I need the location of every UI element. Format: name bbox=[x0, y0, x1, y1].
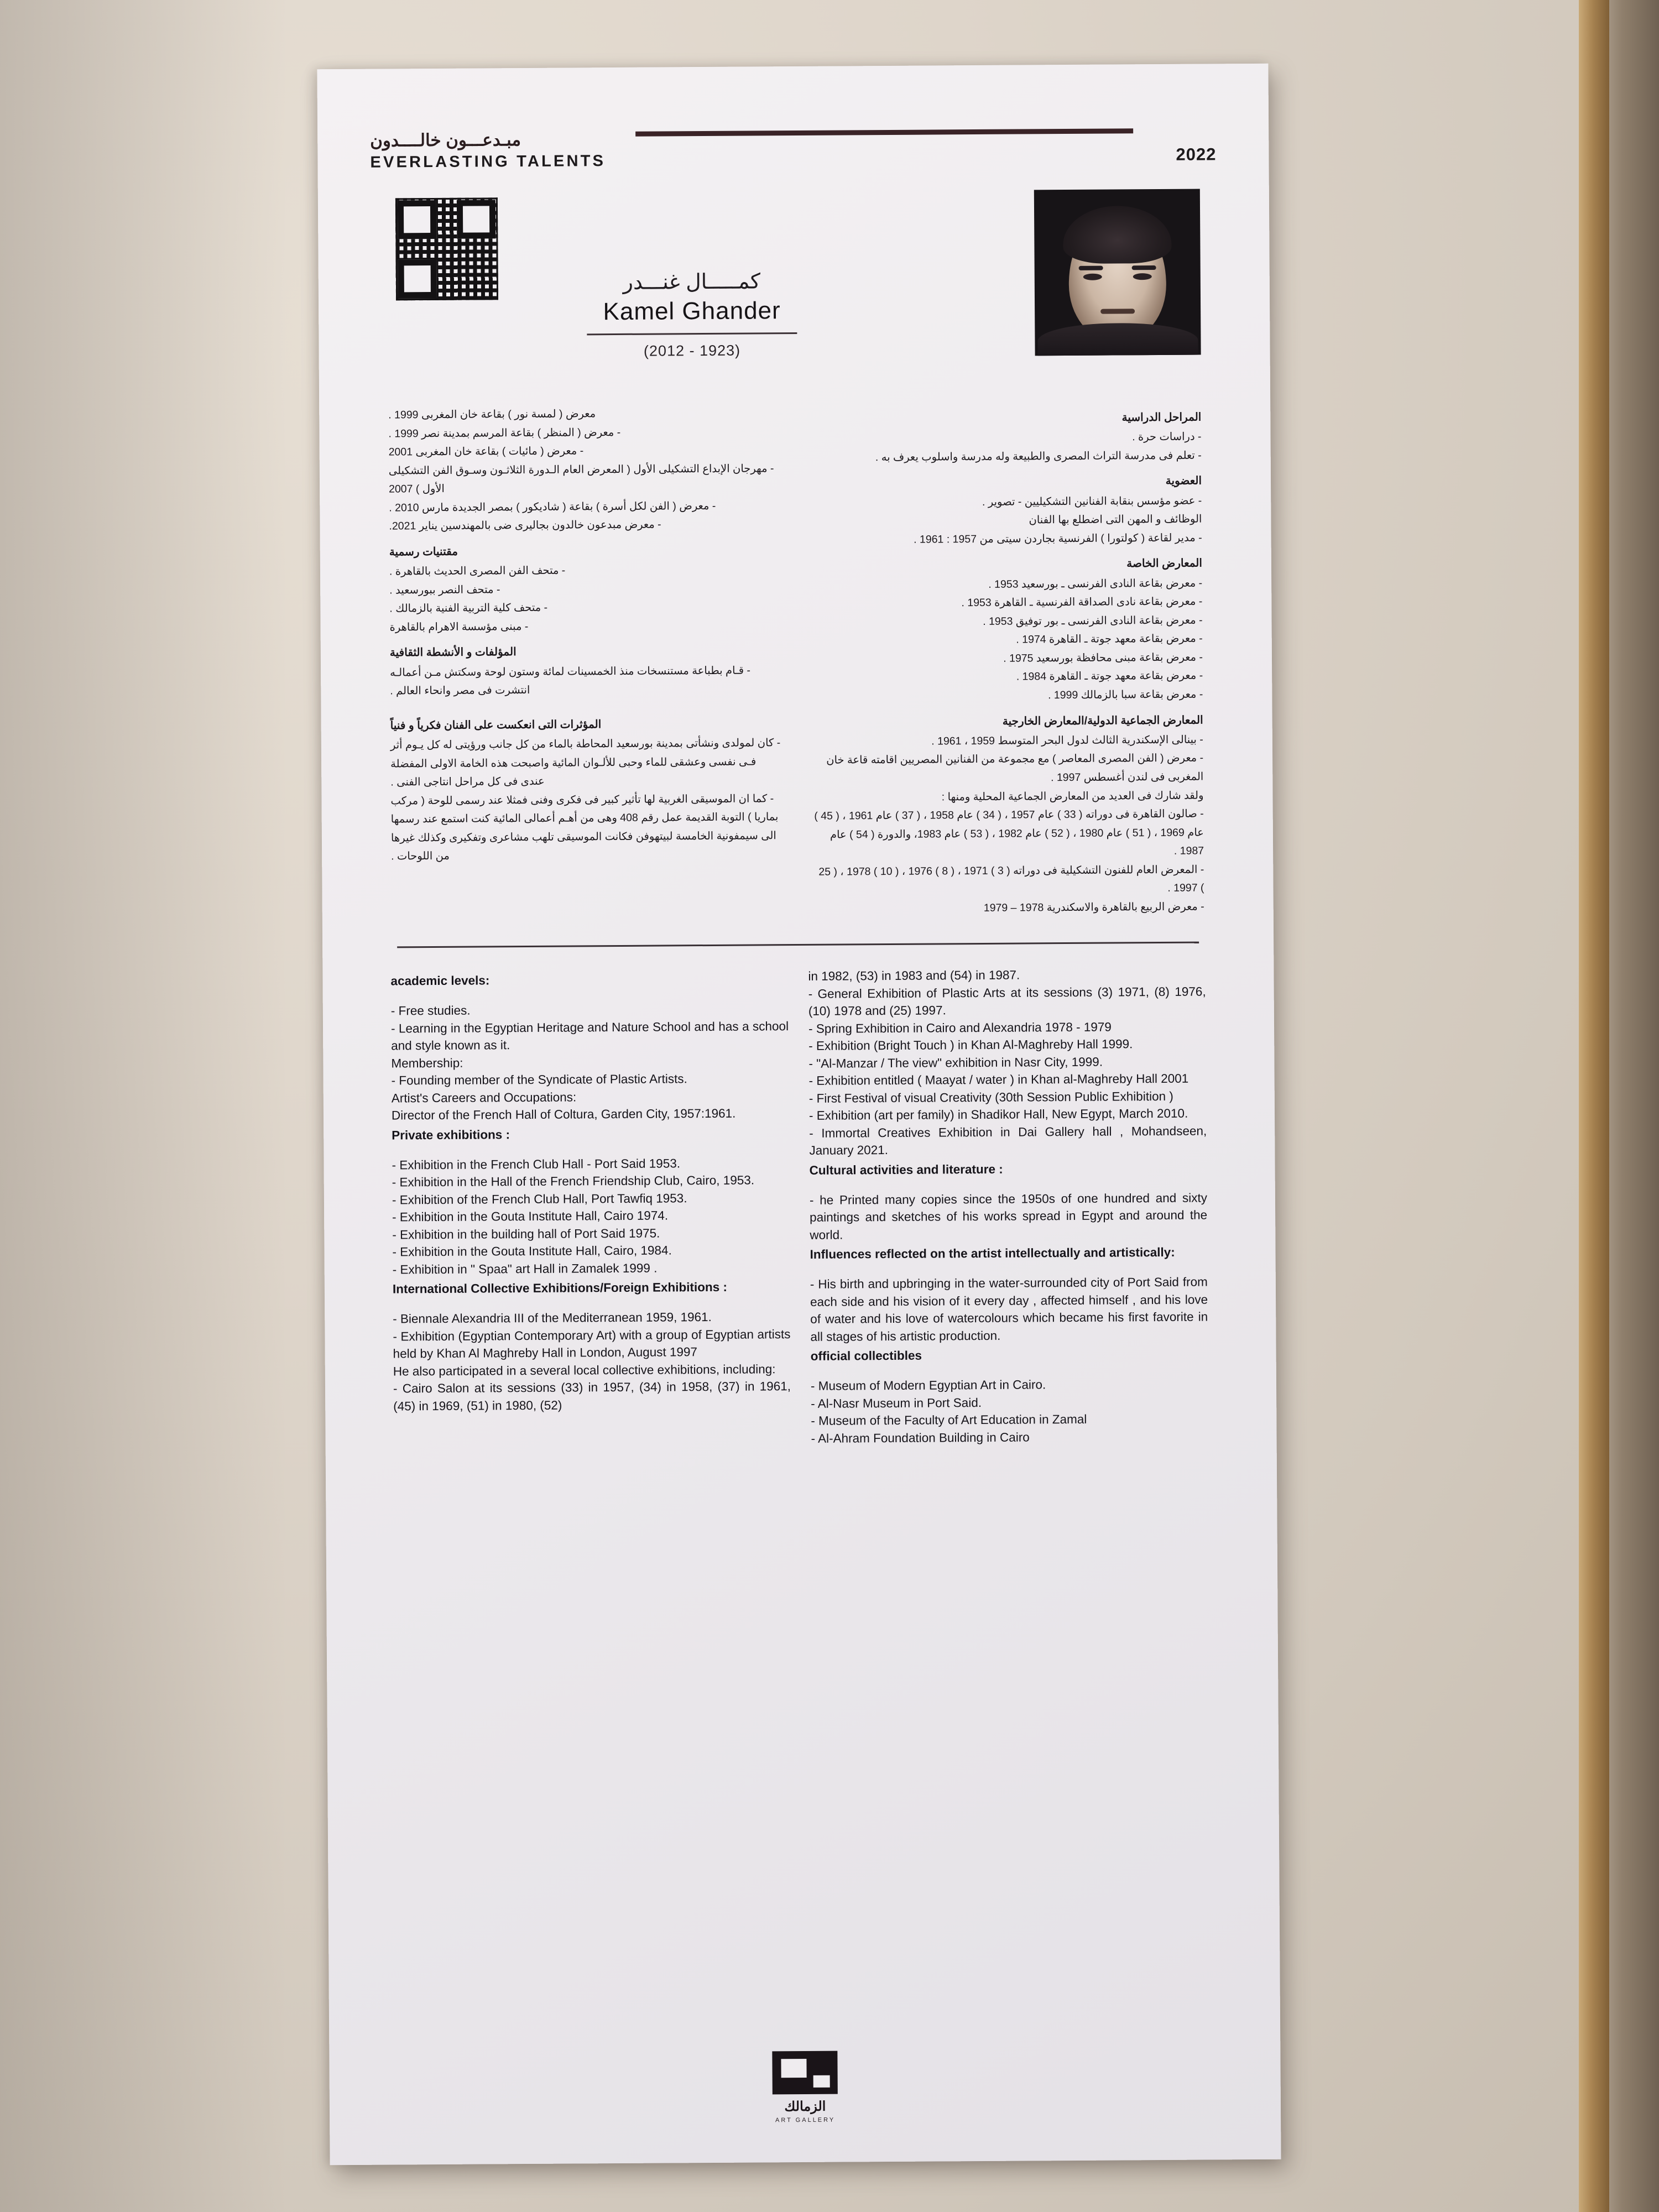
header-rule bbox=[635, 128, 1133, 136]
body-paragraph: Director of the French Hall of Coltura, Garden City, 1957:1961. bbox=[391, 1106, 736, 1123]
body-paragraph: - قـام بطباعة مستنسخات منذ الخمسينات لمائة وستون لوحة وسكتش مـن أعمالـه انتشرت فى مصر وانحاء العالم . bbox=[390, 664, 751, 697]
body-paragraph: - General Exhibition of Plastic Arts at its sessions (3) 1971, (8) 1976, (10) 1978 and (25) 1997. bbox=[808, 984, 1206, 1019]
body-paragraph: - Free studies. bbox=[390, 1003, 471, 1018]
arabic-left-column bbox=[388, 404, 782, 921]
body-paragraph: معرض ( لمسة نور ) بقاعة خان المغربى 1999 . bbox=[388, 408, 596, 421]
body-paragraph: - Al-Ahram Foundation Building in Cairo bbox=[811, 1430, 1030, 1446]
body-paragraph: - First Festival of visual Creativity (30th Session Public Exhibition ) bbox=[808, 1089, 1173, 1105]
gallery-logo-arabic: الزمالك bbox=[784, 2099, 826, 2115]
english-left-column bbox=[390, 968, 791, 1449]
body-paragraph: He also participated in a several local collective exhibitions, including: bbox=[393, 1362, 776, 1379]
body-paragraph: - Exhibition in " Spaa" art Hall in Zamalek 1999 . bbox=[392, 1261, 658, 1277]
artist-life-dates: (2012 - 1923) bbox=[643, 342, 741, 359]
english-right-column bbox=[808, 966, 1208, 1447]
body-paragraph: - Exhibition in the building hall of Port Said 1975. bbox=[392, 1226, 660, 1242]
brand-block bbox=[370, 130, 630, 172]
arabic-right-column bbox=[811, 401, 1204, 919]
body-paragraph: - معرض بقاعة النادى الفرنسى ـ بورسعيد 1953 . bbox=[988, 577, 1203, 591]
body-paragraph: Artist's Careers and Occupations: bbox=[391, 1090, 577, 1105]
gallery-logo bbox=[733, 2051, 877, 2124]
wall-shadow bbox=[0, 0, 288, 2212]
body-paragraph: - تعلم فى مدرسة التراث المصرى والطبيعة وله مدرسة واسلوب يعرف به . bbox=[875, 449, 1202, 464]
body-paragraph: - His birth and upbringing in the water-surrounded city of Port Said from each side and his vision of it every day , affected himself , and his love of water and his love of watercolours which became his first favorite in all stages of his artistic production. bbox=[810, 1275, 1208, 1344]
body-paragraph: - مهرجان الإبداع التشكيلى الأول ( المعرض العام الـدورة الثلاثـون وسـوق الفن التشكيلى الأول ) 2007 bbox=[388, 462, 774, 495]
body-paragraph: - مبنى مؤسسة الاهرام بالقاهرة bbox=[389, 620, 529, 634]
body-paragraph: - معرض بقاعة معهد جوتة ـ القاهرة 1974 . bbox=[1016, 632, 1203, 646]
body-paragraph: - Exhibition in the Hall of the French Friendship Club, Cairo, 1953. bbox=[392, 1173, 755, 1190]
body-paragraph: - Al-Nasr Museum in Port Said. bbox=[811, 1395, 982, 1411]
body-paragraph: - متحف كلية التربية الفنية بالزمالك . bbox=[389, 601, 548, 615]
portrait-shoulders bbox=[1037, 323, 1198, 356]
body-paragraph: - مدير لقاعة ( كولتورا ) الفرنسية بجاردن سيتى من 1957 : 1961 . bbox=[914, 531, 1202, 546]
body-paragraph: - Exhibition (Bright Touch ) in Khan Al-Maghreby Hall 1999. bbox=[808, 1037, 1133, 1053]
body-paragraph: ولقد شارك فى العديد من المعارض الجماعية المحلية ومنها : bbox=[941, 789, 1204, 803]
gallery-logo-icon bbox=[772, 2051, 837, 2095]
body-paragraph: - Exhibition in the French Club Hall - Port Said 1953. bbox=[392, 1156, 681, 1172]
body-paragraph: - he Printed many copies since the 1950s of one hundred and sixty paintings and sketches of his works spread in Egypt and around the world. bbox=[809, 1191, 1208, 1242]
arabic-body bbox=[372, 401, 1221, 921]
section-heading: المراحل الدراسية bbox=[1121, 411, 1202, 424]
body-paragraph: - Immortal Creatives Exhibition in Dai Gallery hall , Mohandseen, January 2021. bbox=[809, 1124, 1207, 1158]
brand-title-arabic: مبـدعـــون خالــــدون bbox=[370, 129, 521, 150]
body-paragraph: - Museum of Modern Egyptian Art in Cairo. bbox=[810, 1378, 1046, 1394]
section-heading: العضوية bbox=[1165, 474, 1202, 488]
section-heading: المؤلفات و الأنشطة الثقافية bbox=[389, 646, 517, 659]
body-paragraph: - معرض ( الفن المصرى المعاصر ) مع مجموعة من الفنانين المصريين اقامته قاعة خان المغربى فى لندن أغسطس 1997 . bbox=[826, 752, 1204, 784]
body-paragraph: - متحف الفن المصرى الحديث بالقاهرة . bbox=[389, 564, 566, 578]
body-paragraph: - معرض ( الفن لكل أسرة ) بقاعة ( شاديكور ) بمصر الجديدة مارس 2010 . bbox=[389, 499, 716, 514]
body-paragraph: - كان لمولدى ونشأتى بمدينة بورسعيد المحاطة بالماء من كل جانب ورؤيتى له كل يـوم أثر فـى نفسى وعشقى للماء وحبى للألـوان المائية واصبحت هذه الخامة الاولى المفضلة عندى فى كل مراحل انتاجى الفنى . bbox=[390, 737, 781, 789]
body-paragraph: - Exhibition in the Gouta Institute Hall, Cairo 1974. bbox=[392, 1208, 669, 1224]
name-divider bbox=[587, 332, 797, 335]
body-paragraph: - عضو مؤسس بنقابة الفنانين التشكيليين - تصوير . bbox=[982, 494, 1202, 508]
brand-title-english: EVERLASTING TALENTS bbox=[370, 152, 606, 171]
section-heading: Cultural activities and literature : bbox=[809, 1162, 1003, 1177]
body-paragraph: - معرض مبدعون خالدون بجاليرى ضى بالمهندسين يناير 2021. bbox=[389, 518, 661, 533]
portrait-hair bbox=[1063, 206, 1172, 264]
artist-portrait bbox=[1034, 189, 1201, 356]
exhibition-poster bbox=[317, 64, 1281, 2165]
body-paragraph: - Founding member of the Syndicate of Plastic Artists. bbox=[391, 1072, 687, 1088]
section-heading: المعارض الخاصة bbox=[1126, 557, 1202, 570]
section-heading: المؤثرات التى انعكست على الفنان فكرياً و فنياً bbox=[390, 718, 602, 732]
body-paragraph: - كما ان الموسيقى الغربية لها تأثير كبير فى فكرى وفنى فمثلا عند رسمى للوحة ( مركب بماريا ) التوبة القديمة عمل رقم 408 وهى من أهـم أعمالى المائية كنت استمع عند رسمها الى سيمفونية الخامسة لبيتهوفن فكانت الموسيقى تلهب مشاعرى وتفكيرى وكذلك غيرها من اللوحات . bbox=[390, 792, 779, 863]
body-paragraph: - Museum of the Faculty of Art Education in Zamal bbox=[811, 1412, 1087, 1428]
body-paragraph: - Exhibition in the Gouta Institute Hall, Cairo, 1984. bbox=[392, 1243, 672, 1259]
artist-name-arabic: كمـــــال غنـــدر bbox=[623, 270, 761, 294]
body-paragraph: - معرض ( المنظر ) بقاعة المرسم بمدينة نصر 1999 . bbox=[388, 426, 621, 440]
body-paragraph: - معرض بقاعة نادى الصداقة الفرنسية ـ القاهرة 1953 . bbox=[961, 595, 1203, 609]
body-paragraph: - Spring Exhibition in Cairo and Alexandria 1978 - 1979 bbox=[808, 1020, 1112, 1036]
body-paragraph: - Learning in the Egyptian Heritage and Nature School and has a school and style known as it. bbox=[390, 1019, 789, 1053]
portrait-brow-right bbox=[1132, 265, 1156, 270]
body-paragraph: - Exhibition (art per family) in Shadikor Hall, New Egypt, March 2010. bbox=[808, 1106, 1188, 1123]
body-paragraph: - Exhibition entitled ( Maayat / water ) in Khan al-Maghreby Hall 2001 bbox=[808, 1071, 1189, 1088]
section-heading: academic levels: bbox=[390, 973, 490, 988]
section-heading: المعارض الجماعية الدولية/المعارض الخارجية bbox=[1002, 714, 1203, 728]
poster-header bbox=[370, 113, 1217, 171]
section-divider bbox=[397, 942, 1199, 948]
body-paragraph: - Cairo Salon at its sessions (33) in 1957, (34) in 1958, (37) in 1961, (45) in 1969, (51) in 1980, (52) bbox=[393, 1379, 791, 1413]
body-paragraph: - معرض الربيع بالقاهرة والاسكندرية 1978 – 1979 bbox=[983, 900, 1204, 914]
body-paragraph: - متحف النصر ببورسعيد . bbox=[389, 583, 500, 597]
body-paragraph: - بينالى الإسكندرية الثالث لدول البحر المتوسط 1959 ، 1961 . bbox=[931, 733, 1203, 748]
body-paragraph: - معرض بقاعة معهد جوتة ـ القاهرة 1984 . bbox=[1016, 670, 1203, 684]
body-paragraph: - معرض بقاعة سبا بالزمالك 1999 . bbox=[1047, 688, 1203, 702]
body-paragraph: - "Al-Manzar / The view" exhibition in Nasr City, 1999. bbox=[808, 1055, 1103, 1071]
body-paragraph: - معرض ( مائيات ) بقاعة خان المغربى 2001 bbox=[388, 445, 584, 458]
body-paragraph: - معرض بقاعة النادى الفرنسى ـ بور توفيق 1953 . bbox=[983, 614, 1203, 628]
body-paragraph: in 1982, (53) in 1983 and (54) in 1987. bbox=[808, 968, 1020, 984]
portrait-mouth bbox=[1100, 309, 1135, 314]
section-heading: Private exhibitions : bbox=[392, 1127, 510, 1142]
section-heading: Influences reflected on the artist intellectually and artistically: bbox=[810, 1245, 1175, 1262]
english-body bbox=[375, 966, 1224, 1450]
body-paragraph: - المعرض العام للفنون التشكيلية فى دوراته ( 3 ) 1971 ، ( 8 ) 1976 ، ( 10 ) 1978 ، ( 25 ) 1997 . bbox=[818, 863, 1204, 895]
section-heading: مقتنيات رسمية bbox=[389, 545, 458, 559]
section-heading: International Collective Exhibitions/Foreign Exhibitions : bbox=[392, 1280, 728, 1296]
identity-band bbox=[371, 189, 1218, 382]
portrait-brow-left bbox=[1079, 266, 1103, 270]
wooden-door-frame bbox=[1579, 0, 1609, 2212]
body-paragraph: - دراسات حرة . bbox=[1132, 430, 1202, 444]
poster-year: 2022 bbox=[1176, 144, 1217, 164]
body-paragraph: - Biennale Alexandria III of the Mediterranean 1959, 1961. bbox=[393, 1310, 712, 1326]
body-paragraph: - صالون القاهرة فى دوراته ( 33 ) عام 1957 ، ( 34 ) عام 1958 ، ( 37 ) عام 1961 ، ( 45 ) عام 1969 ، ( 51 ) عام 1980 ، ( 52 ) عام 1982 ، ( 53 ) عام 1983، والدورة ( 54 ) عام 1987 . bbox=[814, 807, 1204, 857]
section-heading: official collectibles bbox=[810, 1348, 922, 1364]
body-paragraph: - Exhibition (Egyptian Contemporary Art) with a group of Egyptian artists held by Khan Al Maghreby Hall in London, August 1997 bbox=[393, 1327, 791, 1361]
body-paragraph: Membership: bbox=[391, 1056, 463, 1071]
body-paragraph: - Exhibition of the French Club Hall, Port Tawfiq 1953. bbox=[392, 1191, 687, 1207]
gallery-logo-english: ART GALLERY bbox=[775, 2116, 836, 2124]
body-paragraph: الوظائف و المهن التى اضطلع بها الفنان bbox=[1029, 513, 1202, 526]
artist-name-block bbox=[371, 268, 1013, 362]
artist-name-english: Kamel Ghander bbox=[603, 297, 781, 326]
body-paragraph: - معرض بقاعة مبنى محافظة بورسعيد 1975 . bbox=[1003, 651, 1203, 665]
